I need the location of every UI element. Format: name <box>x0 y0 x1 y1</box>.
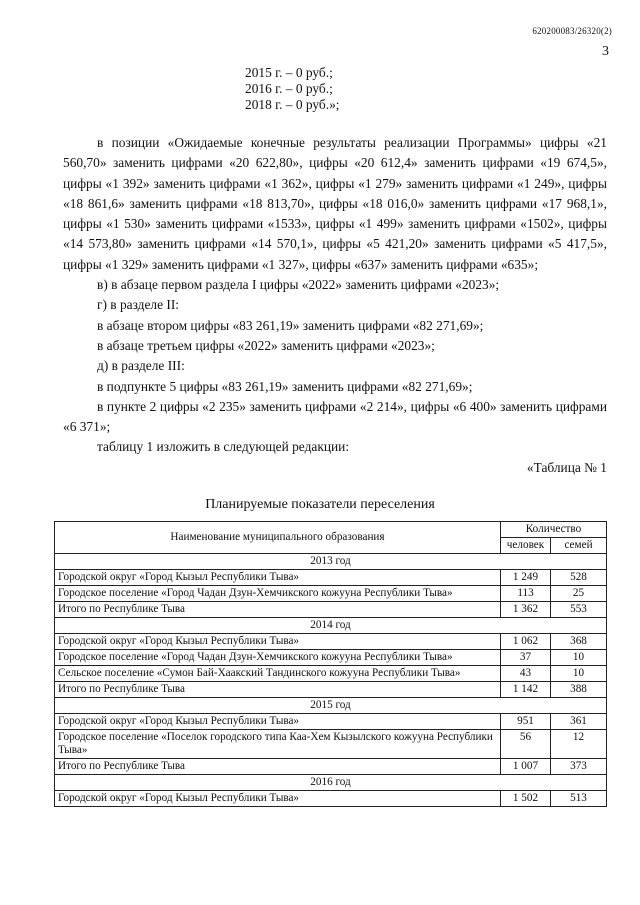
column-header-name: Наименование муниципального образования <box>55 522 501 554</box>
year-amount-lines <box>245 65 340 113</box>
municipality-name: Городской округ «Город Кызыл Республики Тыва» <box>55 634 501 650</box>
column-header-people: человек <box>501 538 551 554</box>
resettlement-table <box>54 521 607 807</box>
paragraph: в абзаце втором цифры «83 261,19» заменить цифрами «82 271,69»; <box>97 317 484 333</box>
people-count: 1 062 <box>501 634 551 650</box>
municipality-name: Городской округ «Город Кызыл Республики Тыва» <box>55 791 501 807</box>
paragraph: в) в абзаце первом раздела I цифры «2022» заменить цифрами «2023»; <box>97 277 500 293</box>
municipality-name: Городское поселение «Поселок городского типа Каа-Хем Кызылского кожууна Республики Тыва» <box>55 730 501 759</box>
paragraph: в позиции «Ожидаемые конечные результаты реализации Программы» цифры «21 560,70» заменить цифрами «20 622,80», цифры «20 612,4» заменить цифрами «19 674,5», цифры «1 392» заменить цифрами «1 362», цифры «1 279» заменить цифрами «1 249», цифры «18 861,6» заменить цифрами «18 813,70», цифры «18 016,0» заменить цифрами «17 968,1», цифры «1 530» заменить цифрами «1533», цифры «1 499» заменить цифрами «1502», цифры «14 573,80» заменить цифрами «14 570,1», цифры «5 421,20» заменить цифрами «5 417,5», цифры «1 329» заменить цифрами «1 327», цифры «637» заменить цифрами «635»; <box>63 135 607 272</box>
people-count: 1 007 <box>501 759 551 775</box>
column-header-quantity: Количество <box>501 522 607 538</box>
year-row <box>55 698 607 714</box>
paragraph: г) в разделе II: <box>97 297 180 313</box>
table-header-row <box>55 522 607 538</box>
people-count: 113 <box>501 586 551 602</box>
municipality-name: Городское поселение «Город Чадан Дзун-Хемчикского кожууна Республики Тыва» <box>55 586 501 602</box>
year-label: 2015 год <box>55 698 607 714</box>
people-count: 43 <box>501 666 551 682</box>
people-count: 1 142 <box>501 682 551 698</box>
families-count: 368 <box>551 634 607 650</box>
municipality-name: Городское поселение «Город Чадан Дзун-Хемчикского кожууна Республики Тыва» <box>55 650 501 666</box>
families-count: 10 <box>551 666 607 682</box>
table-row <box>55 650 607 666</box>
municipality-name: Итого по Республике Тыва <box>55 759 501 775</box>
table-row <box>55 791 607 807</box>
column-header-families: семей <box>551 538 607 554</box>
page-number: 3 <box>602 44 609 59</box>
year-line: 2015 г. – 0 руб.; <box>245 65 333 80</box>
families-count: 25 <box>551 586 607 602</box>
families-count: 10 <box>551 650 607 666</box>
table-row <box>55 634 607 650</box>
table-row <box>55 759 607 775</box>
table-row <box>55 570 607 586</box>
paragraph: таблицу 1 изложить в следующей редакции: <box>97 439 350 455</box>
year-row <box>55 554 607 570</box>
people-count: 1 249 <box>501 570 551 586</box>
table-row <box>55 586 607 602</box>
municipality-name: Итого по Республике Тыва <box>55 602 501 618</box>
municipality-name: Итого по Республике Тыва <box>55 682 501 698</box>
table-row <box>55 682 607 698</box>
year-line: 2018 г. – 0 руб.»; <box>245 97 340 112</box>
table-row <box>55 730 607 759</box>
paragraph: д) в разделе III: <box>97 358 185 374</box>
municipality-name: Сельское поселение «Сумон Бай-Хаакский Тандинского кожууна Республики Тыва» <box>55 666 501 682</box>
table-row <box>55 602 607 618</box>
paragraph: в подпункте 5 цифры «83 261,19» заменить цифрами «82 271,69»; <box>97 378 473 394</box>
people-count: 1 502 <box>501 791 551 807</box>
year-row <box>55 775 607 791</box>
year-label: 2016 год <box>55 775 607 791</box>
people-count: 1 362 <box>501 602 551 618</box>
table-row <box>55 714 607 730</box>
paragraph: в пункте 2 цифры «2 235» заменить цифрами «2 214», цифры «6 400» заменить цифрами «6 371»; <box>63 398 607 435</box>
families-count: 553 <box>551 602 607 618</box>
families-count: 528 <box>551 570 607 586</box>
families-count: 388 <box>551 682 607 698</box>
paragraph: в абзаце третьем цифры «2022» заменить цифрами «2023»; <box>97 337 435 353</box>
families-count: 373 <box>551 759 607 775</box>
table-caption: «Таблица № 1 <box>526 459 607 475</box>
people-count: 56 <box>501 730 551 759</box>
families-count: 361 <box>551 714 607 730</box>
year-row <box>55 618 607 634</box>
table-title: Планируемые показатели переселения <box>205 497 435 512</box>
people-count: 37 <box>501 650 551 666</box>
table-body <box>55 554 607 807</box>
year-line: 2016 г. – 0 руб.; <box>245 81 333 96</box>
families-count: 12 <box>551 730 607 759</box>
families-count: 513 <box>551 791 607 807</box>
municipality-name: Городской округ «Город Кызыл Республики Тыва» <box>55 714 501 730</box>
year-label: 2013 год <box>55 554 607 570</box>
amendment-text <box>63 133 607 478</box>
municipality-name: Городской округ «Город Кызыл Республики Тыва» <box>55 570 501 586</box>
people-count: 951 <box>501 714 551 730</box>
table-row <box>55 666 607 682</box>
document-code: 620200083/26320(2) <box>532 26 612 36</box>
year-label: 2014 год <box>55 618 607 634</box>
